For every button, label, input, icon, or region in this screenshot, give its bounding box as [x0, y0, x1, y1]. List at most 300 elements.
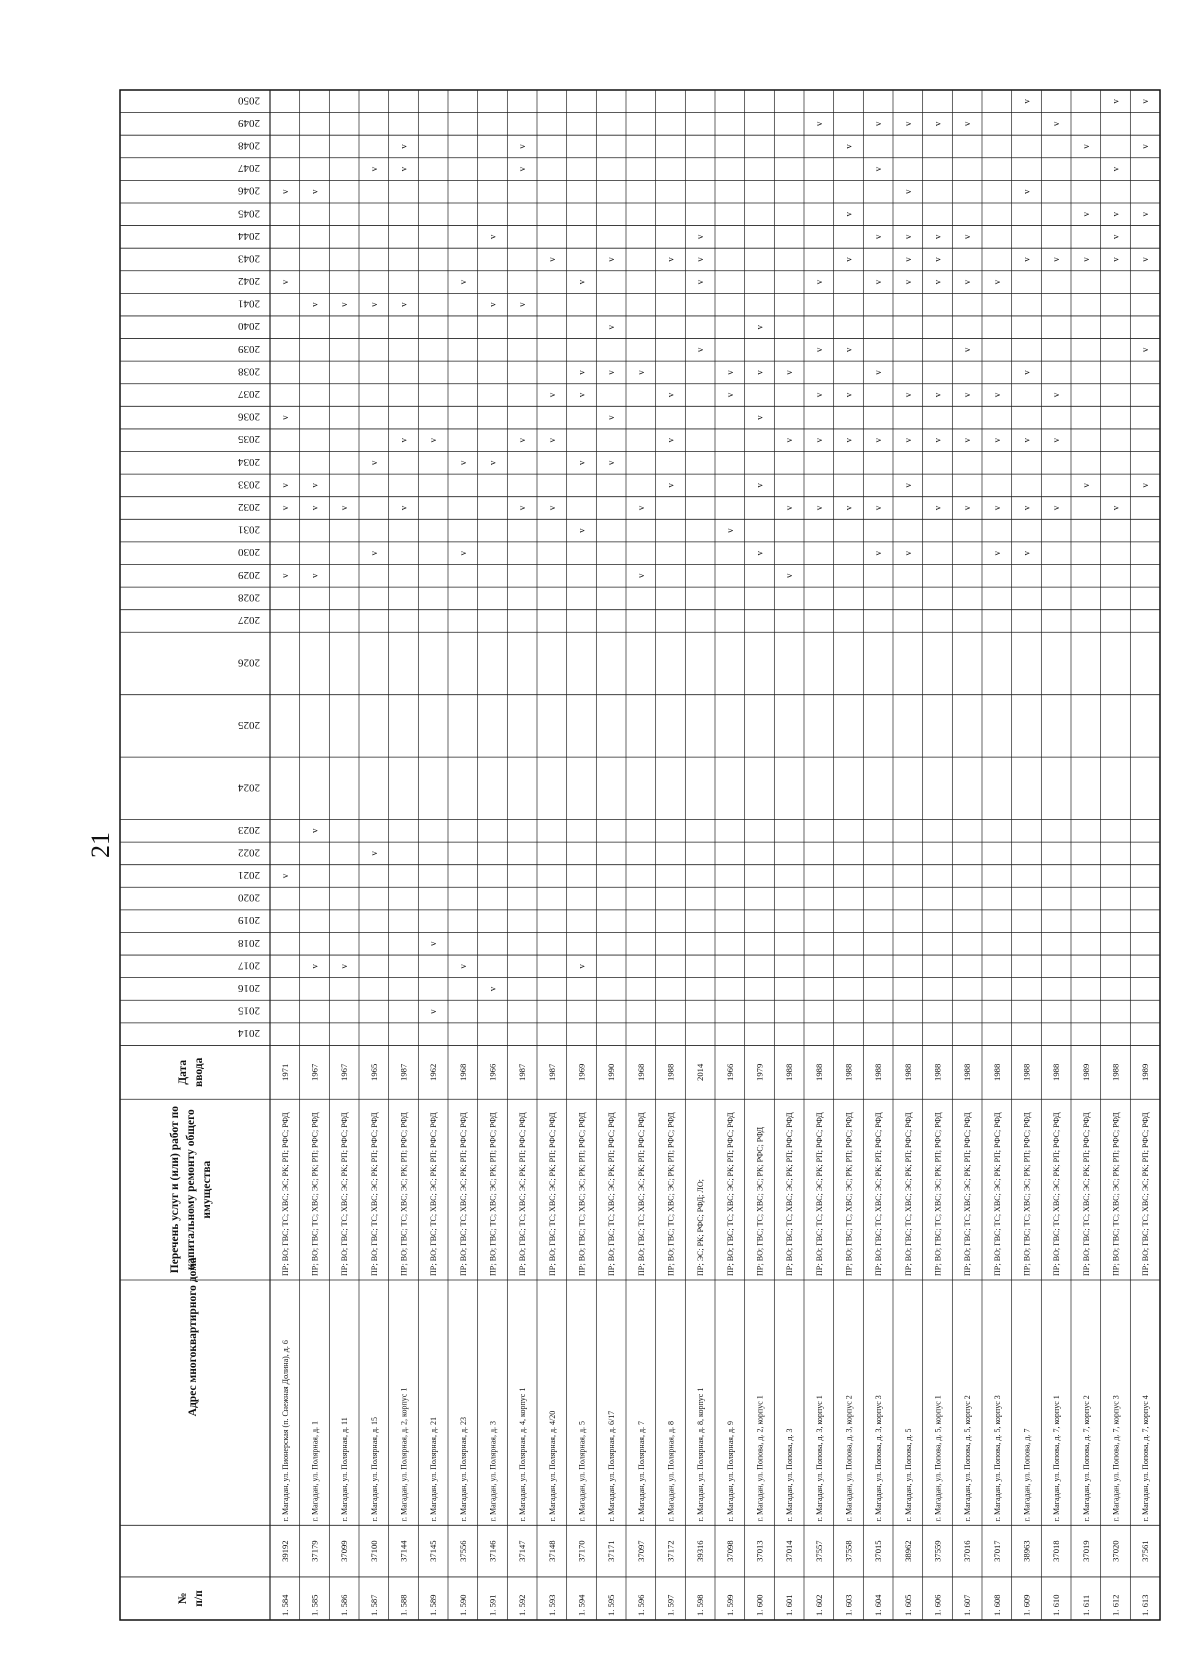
row-address: г. Магадан, ул. Полярная, д. 11 — [340, 1417, 350, 1522]
row-id: 37013 — [754, 1540, 765, 1562]
row-num: 1. 588 — [398, 1594, 409, 1616]
check-mark: v — [932, 392, 943, 398]
check-mark: v — [1051, 121, 1062, 127]
check-mark: v — [902, 189, 913, 194]
header-year: 2026 — [238, 656, 260, 669]
row-address: г. Магадан, ул. Попова, д. 7 — [1022, 1428, 1032, 1522]
check-mark: v — [546, 257, 557, 262]
check-mark: v — [635, 505, 646, 511]
row-num: 1. 595 — [606, 1594, 617, 1616]
header-year: 2043 — [238, 252, 260, 265]
check-mark: v — [932, 437, 943, 443]
check-mark: v — [1140, 347, 1151, 353]
row-address: г. Магадан, ул. Полярная, д. 23 — [458, 1416, 468, 1522]
check-mark: v — [784, 370, 795, 375]
header-year: 2048 — [238, 139, 260, 152]
row-services: ПР; ВО; ГВС; ТС; ХВС; ЭС; РК; РП; РФС; РФД — [1022, 1112, 1032, 1276]
check-mark: v — [576, 964, 587, 969]
row-id: 37016 — [962, 1540, 973, 1562]
check-mark: v — [487, 460, 498, 466]
check-mark: v — [902, 483, 913, 488]
check-mark: v — [843, 437, 854, 443]
row-services: ПР; ВО; ГВС; ТС; ХВС; ЭС; РК; РП; РФС; РФД — [340, 1112, 350, 1276]
row-date: 1965 — [368, 1063, 379, 1081]
row-address: г. Магадан, ул. Полярная, д. 7 — [636, 1420, 646, 1522]
check-mark: v — [784, 573, 795, 579]
row-num: 1. 591 — [487, 1594, 498, 1616]
check-mark: v — [457, 964, 468, 969]
check-mark: v — [1021, 189, 1032, 194]
check-mark: v — [546, 437, 557, 443]
header-year: 2021 — [238, 868, 260, 881]
row-date: 1988 — [784, 1063, 795, 1081]
check-mark: v — [457, 460, 468, 466]
check-mark: v — [754, 550, 765, 556]
check-mark: v — [932, 279, 943, 285]
row-address: г. Магадан, ул. Полярная, д. 6/17 — [607, 1410, 617, 1522]
header-num: № — [177, 1592, 189, 1605]
check-mark: v — [279, 873, 290, 879]
check-mark: v — [487, 986, 498, 992]
check-mark: v — [843, 505, 854, 511]
check-mark: v — [962, 279, 973, 285]
row-date: 1987 — [546, 1063, 557, 1081]
header-year: 2024 — [238, 781, 260, 794]
header-year: 2027 — [237, 613, 260, 626]
header-year: 2019 — [238, 914, 260, 927]
header-year: 2046 — [238, 184, 260, 197]
row-num: 1. 607 — [962, 1594, 973, 1616]
row-address: г. Магадан, ул. Полярная, д. 21 — [429, 1416, 439, 1522]
row-id: 37558 — [843, 1540, 854, 1562]
check-mark: v — [813, 392, 824, 398]
row-address: г. Магадан, ул. Полярная, д. 5 — [577, 1420, 587, 1522]
row-num: 1. 606 — [932, 1594, 943, 1616]
row-address: г. Магадан, ул. Попова, д. 5, корпус 3 — [992, 1395, 1002, 1522]
row-num: 1. 601 — [784, 1594, 795, 1616]
row-services: ПР; ВО; ГВС; ТС; ХВС; ЭС; РК; РП; РФС; РФД — [814, 1112, 824, 1276]
check-mark: v — [784, 437, 795, 443]
row-id: 37145 — [428, 1540, 439, 1562]
row-num: 1. 589 — [428, 1594, 439, 1616]
row-id: 37098 — [724, 1540, 735, 1562]
check-mark: v — [339, 302, 350, 307]
check-mark: v — [339, 964, 350, 969]
check-mark: v — [1021, 99, 1032, 104]
check-mark: v — [724, 528, 735, 533]
check-mark: v — [665, 483, 676, 488]
row-address: г. Магадан, ул. Полярная, д. 9 — [725, 1420, 735, 1522]
check-mark: v — [843, 212, 854, 217]
row-id: 37020 — [1110, 1540, 1121, 1562]
check-mark: v — [1110, 166, 1121, 172]
check-mark: v — [368, 550, 379, 556]
header-year: 2045 — [238, 207, 260, 220]
row-num: 1. 599 — [724, 1594, 735, 1616]
row-num: 1. 602 — [813, 1594, 824, 1616]
check-mark: v — [457, 279, 468, 285]
check-mark: v — [695, 257, 706, 262]
row-services: ПР; ЭС; РК; РФС; РФД; ЛО; — [696, 1179, 706, 1276]
check-mark: v — [873, 505, 884, 511]
check-mark: v — [991, 505, 1002, 511]
header-year: 2032 — [238, 501, 260, 514]
header-year: 2050 — [238, 94, 260, 107]
row-id: 37556 — [457, 1540, 468, 1562]
row-id: 37146 — [487, 1540, 498, 1562]
check-mark: v — [813, 121, 824, 127]
row-services: ПР; ВО; ГВС; ТС; ХВС; ЭС; РК; РП; РФС; РФД — [547, 1112, 557, 1276]
header-year: 2033 — [238, 478, 260, 491]
check-mark: v — [1080, 144, 1091, 149]
check-mark: v — [754, 370, 765, 375]
row-id: 37559 — [932, 1540, 943, 1562]
row-services: ПР; ВО; ГВС; ТС; ХВС; ЭС; РК; РП; РФС; РФД — [518, 1112, 528, 1276]
row-date: 1988 — [902, 1063, 913, 1081]
row-address: г. Магадан, ул. Полярная, д. 3 — [488, 1420, 498, 1522]
row-date: 1988 — [1021, 1063, 1032, 1081]
row-date: 1990 — [606, 1063, 617, 1081]
row-address: г. Магадан, ул. Полярная, д. 4, корпус 1 — [518, 1387, 528, 1522]
header-year: 2042 — [238, 275, 260, 288]
row-date: 1967 — [339, 1063, 350, 1081]
row-date: 1988 — [873, 1063, 884, 1081]
check-mark: v — [1140, 99, 1151, 104]
check-mark: v — [754, 415, 765, 420]
header-date: ввода — [193, 1057, 205, 1088]
check-mark: v — [279, 279, 290, 285]
check-mark: v — [962, 234, 973, 240]
check-mark: v — [279, 189, 290, 194]
row-id: 37017 — [991, 1540, 1002, 1562]
check-mark: v — [902, 392, 913, 398]
row-address: г. Магадан, ул. Попова, д. 3, корпус 3 — [874, 1395, 884, 1522]
check-mark: v — [873, 234, 884, 240]
row-services: ПР; ВО; ГВС; ТС; ХВС; ЭС; РК; РП; РФС; РФД — [458, 1112, 468, 1276]
check-mark: v — [991, 279, 1002, 285]
row-services: ПР; ВО; ГВС; ТС; ХВС; ЭС; РК; РП; РФС; РФД — [666, 1112, 676, 1276]
row-id: 37014 — [784, 1540, 795, 1562]
row-num: 1. 605 — [902, 1594, 913, 1616]
row-address: г. Магадан, ул. Попова, д. 5, корпус 1 — [933, 1395, 943, 1522]
check-mark: v — [873, 279, 884, 285]
check-mark: v — [843, 257, 854, 262]
row-num: 1. 612 — [1110, 1594, 1121, 1616]
check-mark: v — [487, 302, 498, 307]
check-mark: v — [1110, 257, 1121, 262]
header-year: 2022 — [238, 846, 260, 859]
check-mark: v — [695, 347, 706, 353]
row-id: 38963 — [1021, 1540, 1032, 1562]
check-mark: v — [932, 257, 943, 262]
row-date: 1988 — [932, 1063, 943, 1081]
check-mark: v — [576, 528, 587, 533]
header-year: 2038 — [238, 365, 260, 378]
row-id: 37097 — [635, 1540, 646, 1562]
check-mark: v — [635, 573, 646, 579]
row-date: 1989 — [1080, 1063, 1091, 1081]
check-mark: v — [754, 324, 765, 330]
row-services: ПР; ВО; ГВС; ТС; ХВС; ЭС; РК; РП; РФС; РФД — [310, 1112, 320, 1276]
row-num: 1. 608 — [991, 1594, 1002, 1616]
row-services: ПР; ВО; ГВС; ТС; ХВС; ЭС; РК; РП; РФС; РФД — [1081, 1112, 1091, 1276]
row-id: 37561 — [1140, 1540, 1151, 1562]
row-services: ПР; ВО; ГВС; ТС; ХВС; ЭС; РК; РП; РФС; РФД — [399, 1112, 409, 1276]
check-mark: v — [843, 392, 854, 398]
check-mark: v — [398, 505, 409, 511]
row-num: 1. 596 — [635, 1594, 646, 1616]
check-mark: v — [962, 392, 973, 398]
check-mark: v — [517, 302, 528, 307]
check-mark: v — [576, 460, 587, 466]
row-address: г. Магадан, ул. Полярная, д. 8, корпус 1 — [696, 1387, 706, 1522]
check-mark: v — [279, 505, 290, 511]
check-mark: v — [695, 279, 706, 285]
row-services: ПР; ВО; ГВС; ТС; ХВС; ЭС; РК; РП; РФС; РФД — [963, 1112, 973, 1276]
row-id: 38962 — [902, 1540, 913, 1562]
row-date: 1988 — [665, 1063, 676, 1081]
check-mark: v — [1110, 212, 1121, 217]
check-mark: v — [309, 964, 320, 969]
header-year: 2017 — [238, 959, 260, 972]
row-id: 37100 — [368, 1540, 379, 1562]
header-year: 2035 — [238, 433, 260, 446]
check-mark: v — [695, 234, 706, 240]
check-mark: v — [309, 189, 320, 194]
check-mark: v — [1021, 505, 1032, 511]
check-mark: v — [962, 437, 973, 443]
check-mark: v — [1021, 370, 1032, 375]
check-mark: v — [1051, 392, 1062, 398]
row-date: 1962 — [428, 1063, 439, 1081]
table-frame — [120, 90, 1160, 1620]
row-num: 1. 613 — [1140, 1594, 1151, 1616]
row-id: 37019 — [1080, 1540, 1091, 1562]
check-mark: v — [873, 370, 884, 375]
check-mark: v — [813, 347, 824, 353]
row-address: г. Магадан, ул. Полярная, д. 4/20 — [547, 1410, 557, 1522]
check-mark: v — [813, 505, 824, 511]
check-mark: v — [576, 279, 587, 285]
check-mark: v — [309, 828, 320, 834]
check-mark: v — [1140, 257, 1151, 262]
row-services: ПР; ВО; ГВС; ТС; ХВС; ЭС; РК; РП; РФС; РФД — [725, 1112, 735, 1276]
row-id: 39316 — [695, 1540, 706, 1562]
check-mark: v — [1110, 505, 1121, 511]
row-num: 1. 587 — [368, 1594, 379, 1616]
row-date: 1989 — [1140, 1063, 1151, 1081]
check-mark: v — [873, 550, 884, 556]
row-address: г. Магадан, ул. Полярная, д. 15 — [369, 1416, 379, 1522]
check-mark: v — [368, 851, 379, 856]
row-services: ПР; ВО; ГВС; ТС; ХВС; ЭС; РК; РП; РФС; РФД — [933, 1112, 943, 1276]
check-mark: v — [754, 483, 765, 488]
check-mark: v — [428, 941, 439, 947]
check-mark: v — [606, 460, 617, 466]
header-year: 2028 — [238, 591, 260, 604]
row-id: 39192 — [279, 1540, 290, 1562]
row-date: 2014 — [695, 1063, 706, 1081]
check-mark: v — [606, 370, 617, 375]
row-id: 37148 — [546, 1540, 557, 1562]
check-mark: v — [517, 166, 528, 172]
check-mark: v — [902, 279, 913, 285]
row-address: г. Магадан, ул. Полярная, д. 1 — [310, 1420, 320, 1522]
row-date: 1966 — [724, 1063, 735, 1081]
check-mark: v — [932, 121, 943, 127]
row-num: 1. 603 — [843, 1594, 854, 1616]
row-date: 1988 — [991, 1063, 1002, 1081]
row-num: 1. 598 — [695, 1594, 706, 1616]
check-mark: v — [902, 257, 913, 262]
check-mark: v — [784, 505, 795, 511]
header-date: Дата — [177, 1059, 189, 1085]
check-mark: v — [962, 505, 973, 511]
row-address: г. Магадан, ул. Попова, д. 7, корпус 4 — [1141, 1395, 1151, 1522]
row-address: г. Магадан, ул. Попова, д. 7, корпус 2 — [1081, 1395, 1091, 1522]
check-mark: v — [368, 460, 379, 466]
header-services: Перечень услуг и (или) работ поПеречень услуг и (или) работ по капитальному ремонту общего имущества — [169, 1106, 181, 1274]
check-mark: v — [279, 415, 290, 420]
row-services: ПР; ВО; ГВС; ТС; ХВС; ЭС; РК; РП; РФС; РФД — [488, 1112, 498, 1276]
check-mark: v — [606, 324, 617, 330]
row-address: г. Магадан, ул. Попова, д. 5 — [903, 1428, 913, 1522]
row-num: 1. 609 — [1021, 1594, 1032, 1616]
check-mark: v — [457, 550, 468, 556]
row-address: г. Магадан, ул. Попова, д. 5, корпус 2 — [963, 1395, 973, 1522]
header-year: 2047 — [238, 162, 260, 175]
check-mark: v — [309, 302, 320, 307]
row-services: ПР; ВО; ГВС; ТС; ХВС; ЭС; РК; РП; РФС; РФД — [280, 1112, 290, 1276]
header-year: 2020 — [238, 891, 260, 904]
check-mark: v — [1021, 257, 1032, 262]
check-mark: v — [1110, 234, 1121, 240]
row-num: 1. 611 — [1080, 1594, 1091, 1616]
header-num: п/п — [193, 1590, 205, 1607]
row-address: г. Магадан, ул. Попова, д. 3 — [785, 1428, 795, 1522]
check-mark: v — [368, 166, 379, 172]
row-services: ПР; ВО; ГВС; ТС; ХВС; ЭС; РК; РП; РФС; РФД — [1111, 1112, 1121, 1276]
header-year: 2031 — [238, 523, 260, 536]
check-mark: v — [279, 573, 290, 579]
header-year: 2041 — [238, 297, 260, 310]
row-id: 37147 — [517, 1540, 528, 1562]
check-mark: v — [1140, 144, 1151, 149]
check-mark: v — [635, 370, 646, 375]
check-mark: v — [902, 121, 913, 127]
check-mark: v — [398, 144, 409, 149]
check-mark: v — [962, 121, 973, 127]
row-address: г. Магадан, ул. Попова, д. 3, корпус 2 — [844, 1395, 854, 1522]
row-id: 37557 — [813, 1540, 824, 1562]
row-address: г. Магадан, ул. Полярная, д. 8 — [666, 1420, 676, 1522]
check-mark: v — [665, 257, 676, 262]
header-year: 2037 — [238, 388, 260, 401]
row-date: 1988 — [813, 1063, 824, 1081]
row-address: г. Магадан, ул. Пионерская (п. Снежная Долина), д. 6 — [280, 1340, 290, 1522]
row-num: 1. 584 — [279, 1594, 290, 1616]
check-mark: v — [991, 550, 1002, 556]
row-date: 1968 — [635, 1063, 646, 1081]
row-services: ПР; ВО; ГВС; ТС; ХВС; ЭС; РК; РП; РФС; РФД — [1052, 1112, 1062, 1276]
row-address: г. Магадан, ул. Полярная, д. 2, корпус 1 — [399, 1387, 409, 1522]
check-mark: v — [932, 505, 943, 511]
check-mark: v — [339, 505, 350, 511]
check-mark: v — [368, 302, 379, 307]
row-num: 1. 600 — [754, 1594, 765, 1616]
row-date: 1979 — [754, 1063, 765, 1081]
check-mark: v — [902, 437, 913, 443]
check-mark: v — [665, 392, 676, 398]
row-date: 1988 — [843, 1063, 854, 1081]
check-mark: v — [1140, 212, 1151, 217]
check-mark: v — [1021, 550, 1032, 556]
header-address: Адрес многоквартирного дома — [187, 1257, 199, 1417]
check-mark: v — [279, 483, 290, 488]
row-address: г. Магадан, ул. Попова, д. 7, корпус 3 — [1111, 1395, 1121, 1522]
check-mark: v — [724, 370, 735, 375]
header-year: 2025 — [238, 718, 260, 731]
header-year: 2023 — [238, 823, 260, 836]
check-mark: v — [428, 1009, 439, 1014]
header-year: 2029 — [238, 568, 260, 581]
row-services: ПР; ВО; ГВС; ТС; ХВС; ЭС; РК; РП; РФС; РФД — [577, 1112, 587, 1276]
row-services: ПР; ВО; ГВС; ТС; ХВС; ЭС; РК; РП; РФС; РФД — [429, 1112, 439, 1276]
row-date: 1966 — [487, 1063, 498, 1081]
row-num: 1. 604 — [873, 1594, 884, 1616]
row-num: 1. 590 — [457, 1594, 468, 1616]
row-date: 1988 — [1051, 1063, 1062, 1081]
page-number: 21 — [86, 832, 115, 858]
header-year: 2016 — [238, 981, 260, 994]
check-mark: v — [962, 347, 973, 353]
row-num: 1. 593 — [546, 1594, 557, 1616]
row-id: 37099 — [339, 1540, 350, 1562]
table-border — [120, 90, 1160, 1620]
row-address: г. Магадан, ул. Попова, д. 7, корпус 1 — [1052, 1395, 1062, 1522]
header-year: 2049 — [238, 116, 260, 129]
row-services: ПР; ВО; ГВС; ТС; ХВС; ЭС; РК; РП; РФС; РФД — [785, 1112, 795, 1276]
header-year: 2018 — [238, 936, 260, 949]
header-year: 2030 — [238, 546, 260, 559]
row-address: г. Магадан, ул. Попова, д. 2, корпус 1 — [755, 1395, 765, 1522]
check-mark: v — [1051, 437, 1062, 443]
header-year: 2015 — [238, 1004, 260, 1017]
row-id: 37144 — [398, 1540, 409, 1562]
check-mark: v — [932, 234, 943, 240]
check-mark: v — [517, 144, 528, 149]
check-mark: v — [546, 392, 557, 398]
check-mark: v — [724, 392, 735, 398]
check-mark: v — [576, 392, 587, 398]
row-date: 1968 — [457, 1063, 468, 1081]
row-date: 1969 — [576, 1063, 587, 1081]
check-mark: v — [1021, 437, 1032, 443]
row-services: ПР; ВО; ГВС; ТС; ХВС; ЭС; РК; РП; РФС; РФД — [636, 1112, 646, 1276]
check-mark: v — [398, 166, 409, 172]
check-mark: v — [1140, 483, 1151, 488]
check-mark: v — [487, 234, 498, 240]
check-mark: v — [843, 144, 854, 149]
header-year: 2036 — [238, 410, 260, 423]
row-num: 1. 610 — [1051, 1594, 1062, 1616]
check-mark: v — [1110, 99, 1121, 104]
row-date: 1988 — [1110, 1063, 1121, 1081]
check-mark: v — [991, 392, 1002, 398]
check-mark: v — [665, 437, 676, 443]
header-year: 2014 — [238, 1027, 260, 1040]
check-mark: v — [873, 121, 884, 127]
